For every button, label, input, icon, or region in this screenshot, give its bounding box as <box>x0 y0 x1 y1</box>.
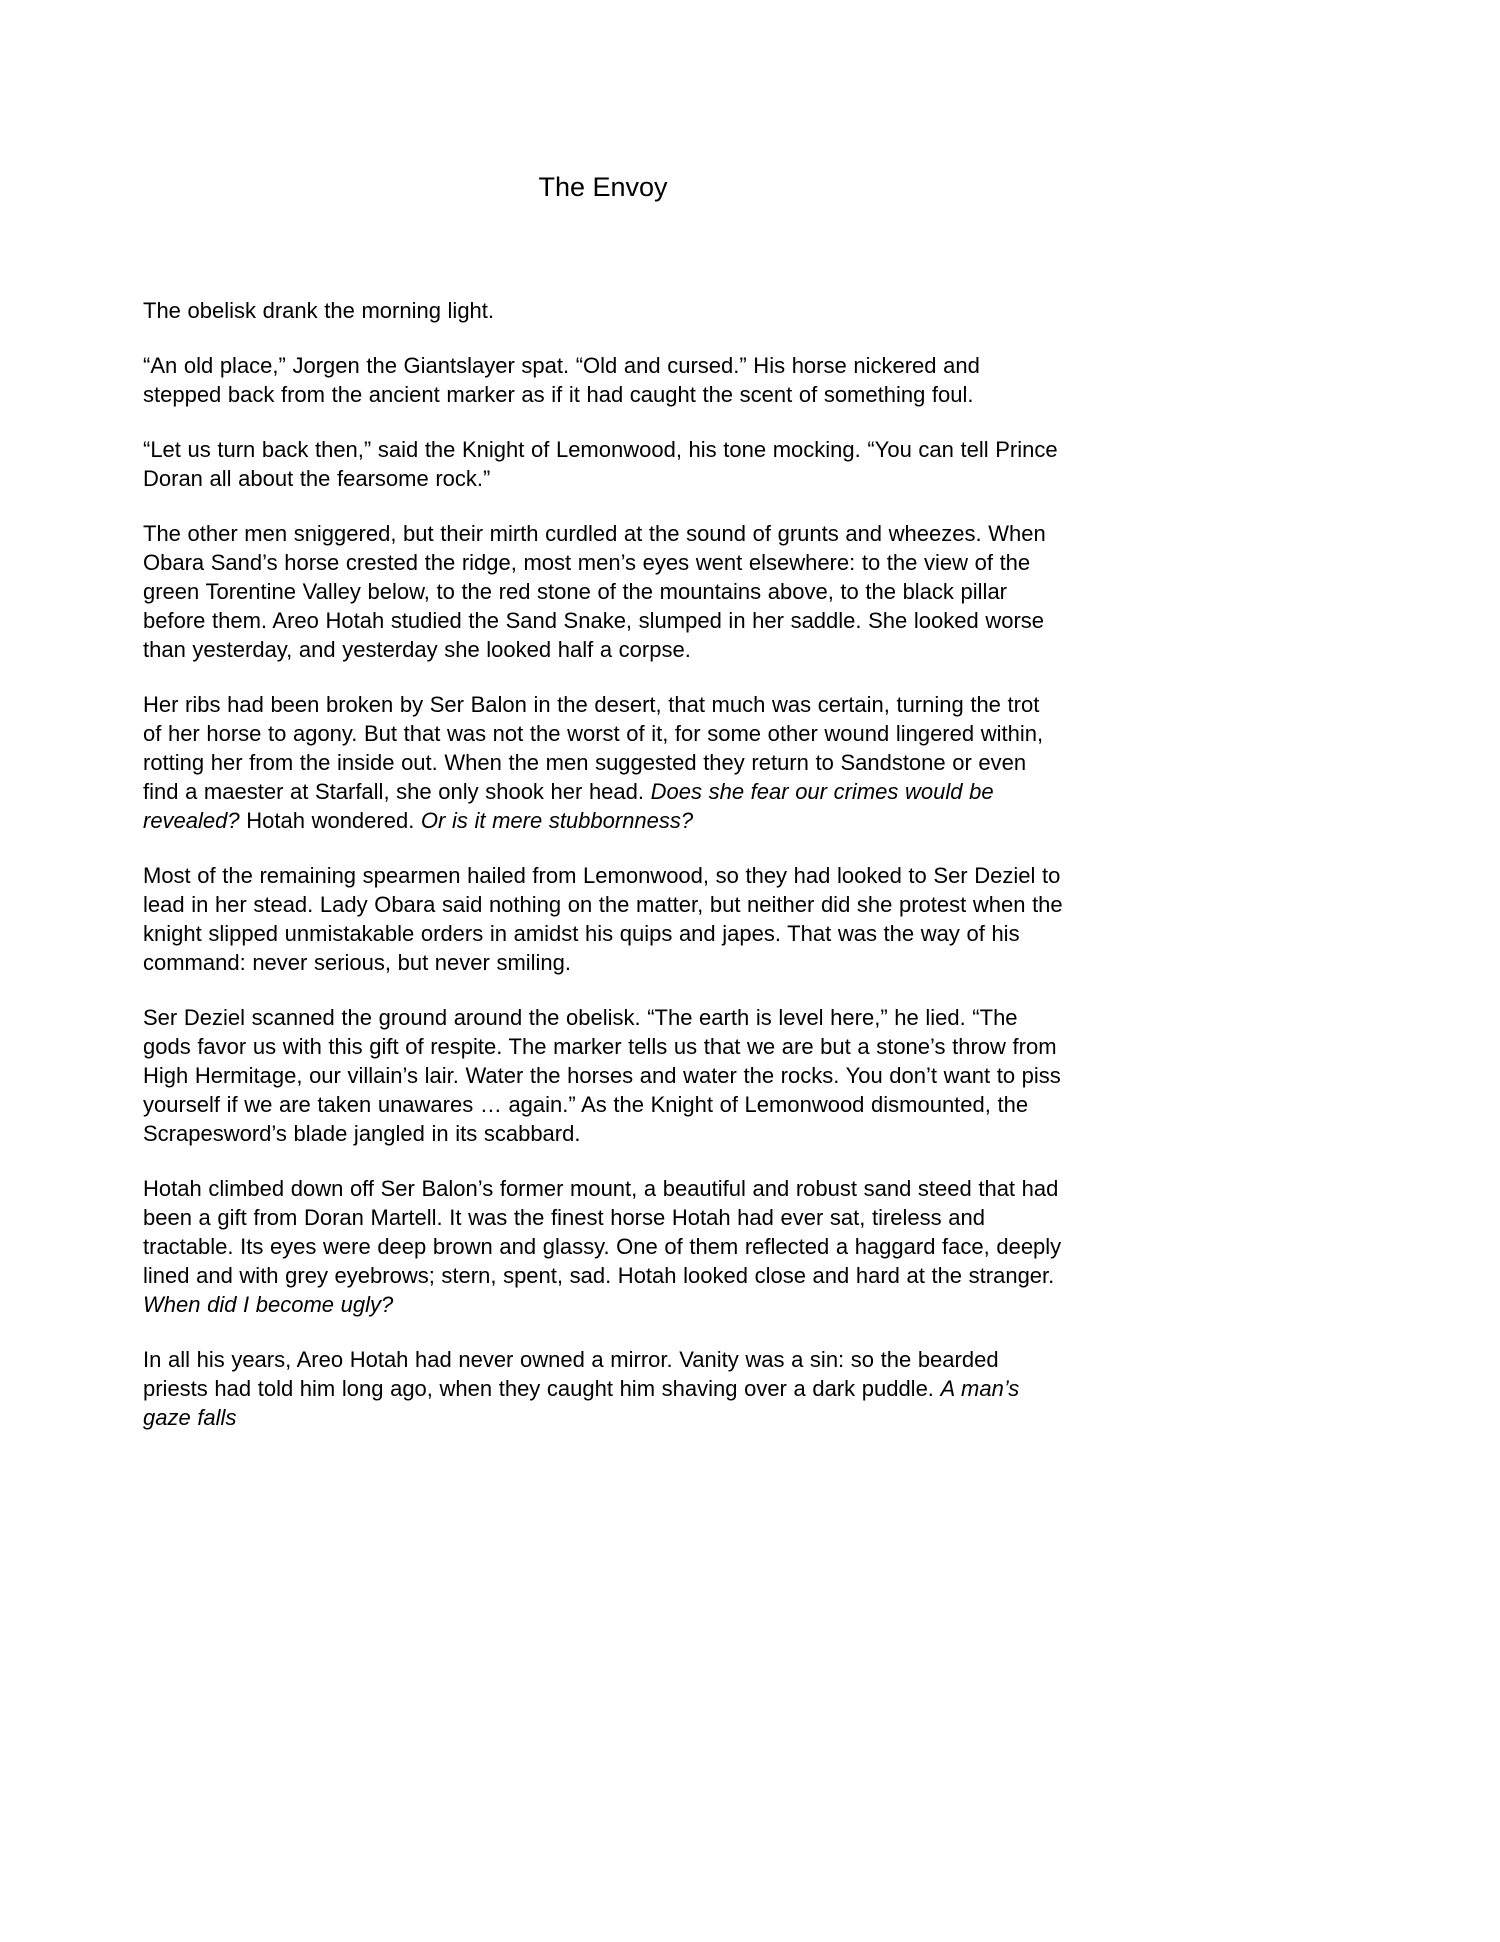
text-run: The other men sniggered, but their mirth curdled at the sound of grunts and wheezes. When Obara Sand’s horse crested the ridge, most men’s eyes went elsewhere: to the view of the green Torentine Valley below, to the red stone of the mountains above, to the black pillar before them. Areo Hotah studied the Sand Snake, slumped in her saddle. She looked worse than yesterday, and yesterday she looked half a corpse. <box>143 521 1046 662</box>
text-run: Her ribs had been broken by Ser Balon in the desert, that much was certain, turning the trot of her horse to agony. But that was not the worst of it, for some other wound lingered within, rotting her from the inside out. When the men suggested they return to Sandstone or even find a maester at Starfall, she only shook her head. <box>143 692 1044 804</box>
paragraph <box>143 1174 1063 1319</box>
paragraph <box>143 1345 1063 1432</box>
italic-text-run: Does she fear our crimes would be revealed? <box>143 779 994 833</box>
text-run: Hotah climbed down off Ser Balon’s former mount, a beautiful and robust sand steed that had been a gift from Doran Martell. It was the finest horse Hotah had ever sat, tireless and tractable. Its eyes were deep brown and glassy. One of them reflected a haggard face, deeply lined and with grey eyebrows; stern, spent, sad. Hotah looked close and hard at the stranger. <box>143 1176 1062 1288</box>
paragraph <box>143 690 1063 835</box>
paragraph <box>143 861 1063 977</box>
paragraph <box>143 351 1063 409</box>
text-run: “Let us turn back then,” said the Knight of Lemonwood, his tone mocking. “You can tell Prince Doran all about the fearsome rock.” <box>143 437 1058 491</box>
text-run: Most of the remaining spearmen hailed from Lemonwood, so they had looked to Ser Deziel to lead in her stead. Lady Obara said nothing on the matter, but neither did she protest when the knight slipped unmistakable orders in amidst his quips and japes. That was the way of his command: never serious, but never smiling. <box>143 863 1063 975</box>
document-title: The Envoy <box>538 172 668 202</box>
italic-text-run: Or is it mere stubbornness? <box>420 808 694 833</box>
document-body <box>143 296 1063 1432</box>
text-run: Hotah wondered. <box>239 808 421 833</box>
text-run: The obelisk drank the morning light. <box>143 298 495 323</box>
text-run: In all his years, Areo Hotah had never owned a mirror. Vanity was a sin: so the bearded priests had told him long ago, when they caught him shaving over a dark puddle. <box>143 1347 999 1401</box>
text-run: Ser Deziel scanned the ground around the obelisk. “The earth is level here,” he lied. “The gods favor us with this gift of respite. The marker tells us that we are but a stone’s throw from High Hermitage, our villain’s lair. Water the horses and water the rocks. You don’t want to piss yourself if we are taken unawares … again.” As the Knight of Lemonwood dismounted, the Scrapesword’s blade jangled in its scabbard. <box>143 1005 1061 1146</box>
paragraph <box>143 435 1063 493</box>
text-run: “An old place,” Jorgen the Giantslayer spat. “Old and cursed.” His horse nickered and stepped back from the ancient marker as if it had caught the scent of something foul. <box>143 353 980 407</box>
document-column <box>143 170 1063 1432</box>
paragraph <box>143 1003 1063 1148</box>
italic-text-run: A man’s gaze falls <box>143 1376 1020 1430</box>
italic-text-run: When did I become ugly? <box>143 1292 394 1317</box>
paragraph <box>143 296 1063 325</box>
paragraph <box>143 519 1063 664</box>
